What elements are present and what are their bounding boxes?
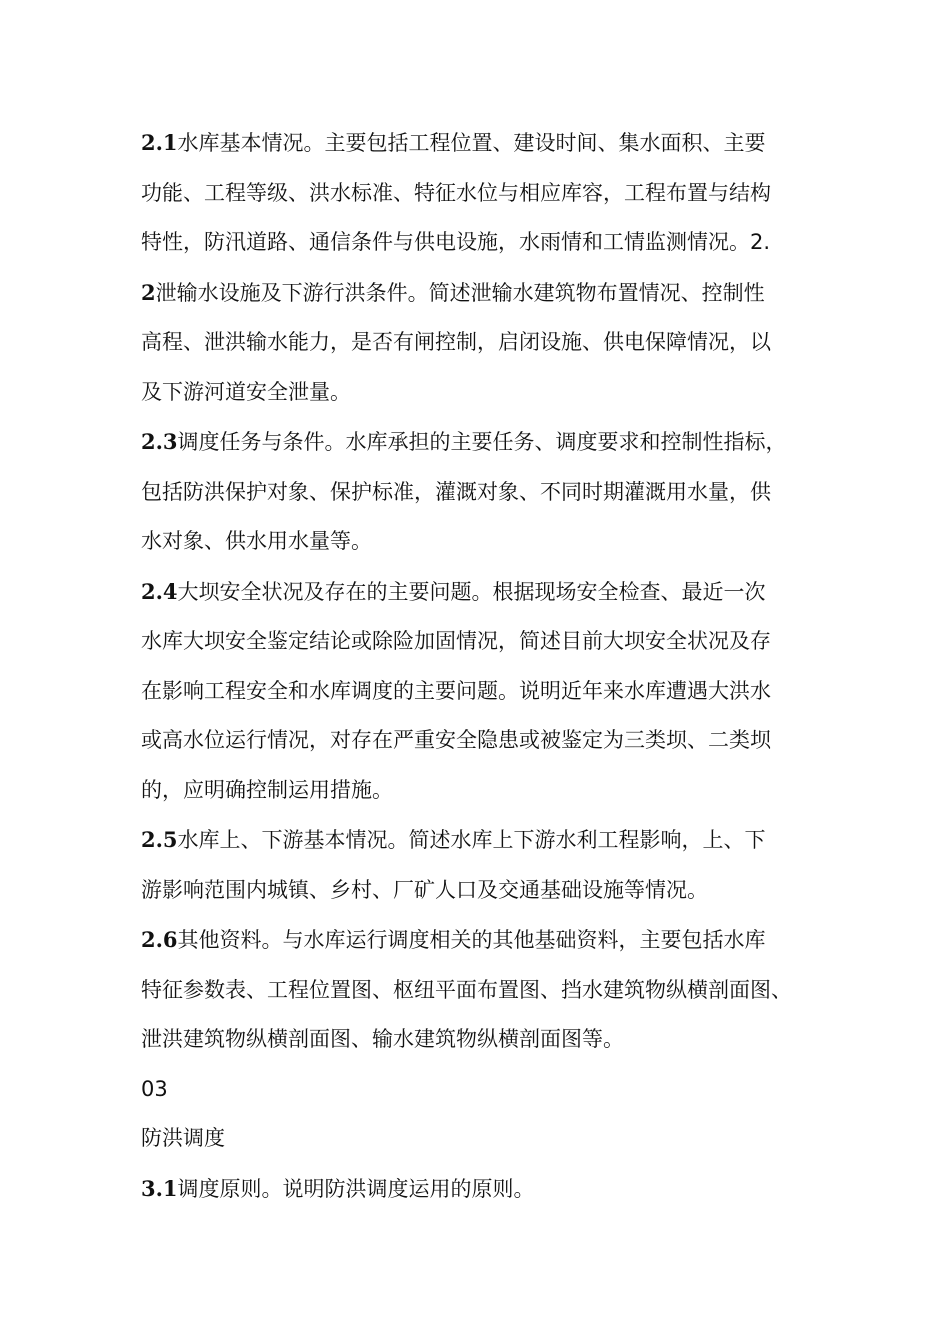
line-text: 水库上、下游基本情况。简述水库上下游水利工程影响，上、下 bbox=[177, 828, 766, 852]
text-line bbox=[141, 118, 831, 169]
line-text: 泄洪建筑物纵横剖面图、输水建筑物纵横剖面图等。 bbox=[141, 1027, 624, 1051]
line-text: 水库大坝安全鉴定结论或除险加固情况，简述目前大坝安全状况及存 bbox=[141, 629, 771, 653]
line-text: 水库基本情况。主要包括工程位置、建设时间、集水面积、主要 bbox=[177, 131, 766, 155]
line-text: 调度任务与条件。水库承担的主要任务、调度要求和控制性指标， bbox=[177, 430, 787, 454]
text-line bbox=[141, 1164, 831, 1215]
text-line bbox=[141, 468, 831, 518]
line-text: 特征参数表、工程位置图、枢纽平面布置图、挡水建筑物纵横剖面图、 bbox=[141, 977, 792, 1002]
line-text: 高程、泄洪输水能力，是否有闸控制，启闭设施、供电保障情况，以 bbox=[141, 330, 771, 354]
text-line bbox=[141, 169, 831, 219]
text-line bbox=[141, 866, 831, 916]
line-text: 在影响工程安全和水库调度的主要问题。说明近年来水库遭遇大洪水 bbox=[141, 678, 771, 703]
section-number: 2.6 bbox=[141, 927, 178, 952]
paragraph-2-4 bbox=[141, 567, 831, 816]
text-line bbox=[141, 268, 831, 319]
line-text: 调度原则。说明防洪调度运用的原则。 bbox=[177, 1176, 535, 1201]
line-text: 泄输水设施及下游行洪条件。简述泄输水建筑物布置情况、控制性 bbox=[155, 280, 765, 305]
text-line bbox=[141, 1015, 831, 1065]
paragraph-2-6 bbox=[141, 915, 831, 1065]
section-number: 2.5 bbox=[141, 827, 178, 852]
line-text: 的，应明确控制运用措施。 bbox=[141, 777, 393, 802]
line-text: 大坝安全状况及存在的主要问题。根据现场安全检查、最近一次 bbox=[177, 579, 766, 604]
line-text: 特性，防汛道路、通信条件与供电设施，水雨情和工情监测情况。2. bbox=[141, 230, 771, 254]
paragraph-2-5 bbox=[141, 815, 831, 915]
section-number: 2.4 bbox=[141, 578, 178, 604]
line-text: 及下游河道安全泄量。 bbox=[141, 379, 351, 404]
line-text: 03 bbox=[141, 1076, 168, 1101]
paragraph-3-1 bbox=[141, 1164, 831, 1215]
line-text: 或高水位运行情况，对存在严重安全隐患或被鉴定为三类坝、二类坝 bbox=[141, 728, 771, 752]
paragraph-2-1 bbox=[141, 118, 831, 417]
document-body bbox=[141, 118, 831, 1214]
section-heading-title bbox=[141, 1114, 831, 1164]
text-line bbox=[141, 1114, 831, 1164]
text-line bbox=[141, 417, 831, 468]
text-line bbox=[141, 667, 831, 717]
line-text: 包括防洪保护对象、保护标准，灌溉对象、不同时期灌溉用水量，供 bbox=[141, 479, 771, 504]
line-text: 游影响范围内城镇、乡村、厂矿人口及交通基础设施等情况。 bbox=[141, 877, 708, 902]
paragraph-2-3 bbox=[141, 417, 831, 567]
line-text: 防洪调度 bbox=[141, 1126, 225, 1150]
section-number: 2 bbox=[141, 279, 156, 305]
line-text: 水对象、供水用水量等。 bbox=[141, 529, 372, 553]
text-line bbox=[141, 368, 831, 418]
text-line bbox=[141, 1065, 831, 1115]
text-line bbox=[141, 915, 831, 966]
text-line bbox=[141, 716, 831, 766]
text-line bbox=[141, 966, 831, 1016]
section-number: 2.1 bbox=[141, 130, 178, 155]
text-line bbox=[141, 617, 831, 667]
text-line bbox=[141, 766, 831, 816]
text-line bbox=[141, 318, 831, 368]
text-line bbox=[141, 517, 831, 567]
text-line bbox=[141, 815, 831, 866]
section-heading-number bbox=[141, 1065, 831, 1115]
line-text: 其他资料。与水库运行调度相关的其他基础资料，主要包括水库 bbox=[177, 928, 766, 952]
text-line bbox=[141, 218, 831, 268]
section-number: 3.1 bbox=[141, 1175, 178, 1201]
section-number: 2.3 bbox=[141, 429, 178, 454]
line-text: 功能、工程等级、洪水标准、特征水位与相应库容，工程布置与结构 bbox=[141, 180, 771, 205]
text-line bbox=[141, 567, 831, 618]
